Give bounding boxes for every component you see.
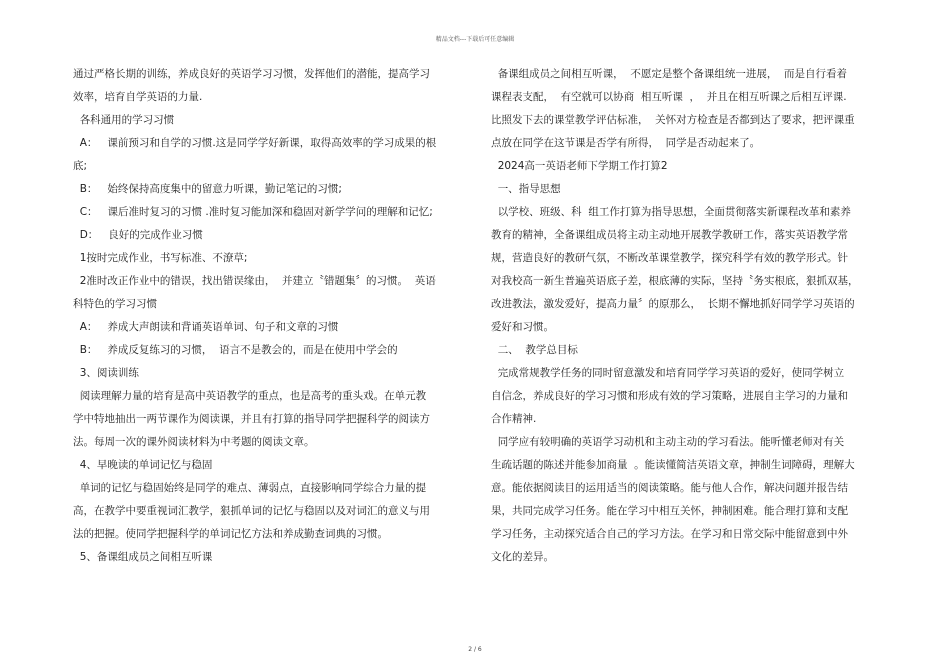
text-line: 自信念，养成良好的学习习惯和形成有效的学习策略，进展自主学习的力量和 <box>491 390 848 402</box>
text-line: A： 养成大声朗读和背诵英语单词、句子和文章的习惯 <box>73 321 339 333</box>
text-line: 完成常规教学任务的同时留意激发和培育同学学习英语的爱好，使同学树立 <box>491 367 845 379</box>
text-line: 5、备课组成员之间相互听课 <box>73 551 213 563</box>
text-line: 以学校、班级、科 组工作打算为指导思想，全面贯彻落实新课程改革和素养 <box>491 206 851 218</box>
text-line: 阅读理解力量的培育是高中英语教学的重点，也是高考的重头戏。在单元教 <box>73 390 427 402</box>
text-line: 意。能依据阅读目的运用适当的阅读策略。能与他人合作，解决问题并报告结 <box>491 482 848 494</box>
text-line: 教育的精神，全备课组成员将主动主动地开展教学教研工作，落实英语教学常 <box>491 229 848 241</box>
left-column <box>73 63 483 569</box>
text-line: 法的把握。使同学把握科学的单词记忆方法和养成勤查词典的习惯。 <box>73 528 388 540</box>
text-line: 4、早晚读的单词记忆与稳固 <box>73 459 213 471</box>
text-line: 2024高一英语老师下学期工作打算2 <box>491 160 668 172</box>
text-line: A： 课前预习和自学的习惯.这是同学学好新课，取得高效率的学习成果的根 <box>73 137 437 149</box>
text-line: 备课组成员之间相互听课， 不愿定是整个备课组统一进展， 而是自行看着 <box>491 68 848 80</box>
right-column <box>491 63 901 569</box>
text-line: 文化的差异。 <box>491 551 554 563</box>
text-line: 合作精神. <box>491 413 537 425</box>
text-line: 学习任务，主动探究适合自己的学习方法。在学习和日常交际中能留意到中外 <box>491 528 848 540</box>
text-line: 单词的记忆与稳固始终是同学的难点、薄弱点，直接影响同学综合力量的提 <box>73 482 427 494</box>
text-line: 学中特地抽出一两节课作为阅读课，并且有打算的指导同学把握科学的阅读方 <box>73 413 430 425</box>
text-line: 同学应有较明确的英语学习动机和主动主动的学习看法。能听懂老师对有关 <box>491 436 845 448</box>
text-line: 底; <box>73 160 88 172</box>
text-line: 效率，培育自学英语的力量. <box>73 91 203 103</box>
text-line: 3、阅读训练 <box>73 367 139 379</box>
text-line: 课程表支配， 有空就可以协商 相互听课 ， 并且在相互听课之后相互评课. <box>491 91 847 103</box>
text-line: 一、指导思想 <box>491 183 561 195</box>
text-line: B： 始终保持高度集中的留意力听课，勤记笔记的习惯; <box>73 183 342 195</box>
text-line: 对我校高一新生普遍英语底子差，根底薄的实际，坚持〝务实根底，狠抓双基， <box>491 275 859 287</box>
page-header: 精品文档---下载后可任意编辑 <box>435 36 515 43</box>
text-line: 通过严格长期的训练，养成良好的英语学习习惯，发挥他们的潜能，提高学习 <box>73 68 430 80</box>
text-line: 2准时改正作业中的错误，找出错误缘由， 并建立〝错题集〞的习惯。 英语 <box>73 275 436 287</box>
text-line: 二、 教学总目标 <box>491 344 578 356</box>
text-line: 爱好和习惯。 <box>491 321 554 333</box>
text-line: 比照发下去的课堂教学评估标准， 关怀对方检查是否都到达了要求，把评课重 <box>491 114 855 126</box>
text-line: 改进教法，激发爱好，提高力量〞的原那么， 长期不懈地抓好同学学习英语的 <box>491 298 855 310</box>
text-line: B： 养成反复练习的习惯， 语言不是教会的，而是在使用中学会的 <box>73 344 398 356</box>
text-line: 法。每周一次的课外阅读材料为中考题的阅读文章。 <box>73 436 315 448</box>
text-line: 果，共同完成学习任务。能在学习中相互关怀，抻制困难。能合理打算和支配 <box>491 505 848 517</box>
page-number: 2 / 6 <box>468 646 482 653</box>
text-line: 点放在同学在这节课是否学有所得， 同学是否动起来了。 <box>491 137 761 149</box>
text-line: D： 良好的完成作业习惯 <box>73 229 203 241</box>
text-line: 科特色的学习习惯 <box>73 298 157 310</box>
text-line: 各科通用的学习习惯 <box>73 114 175 126</box>
text-line: 高，在教学中要重视词汇教学，狠抓单词的记忆与稳固以及对词汇的意义与用 <box>73 505 430 517</box>
text-line: 1按时完成作业，书写标准、不潦草; <box>73 252 248 264</box>
text-line: 规，营造良好的教研气氛，不断改革课堂教学，探究科学有效的教学形式。针 <box>491 252 848 264</box>
text-line: C： 课后准时复习的习惯 .准时复习能加深和稳固对新学学问的理解和记忆; <box>73 206 433 218</box>
text-line: 生疏话题的陈述并能参加商量 。能读懂简洁英语文章，抻制生词障碍，理解大 <box>491 459 855 471</box>
